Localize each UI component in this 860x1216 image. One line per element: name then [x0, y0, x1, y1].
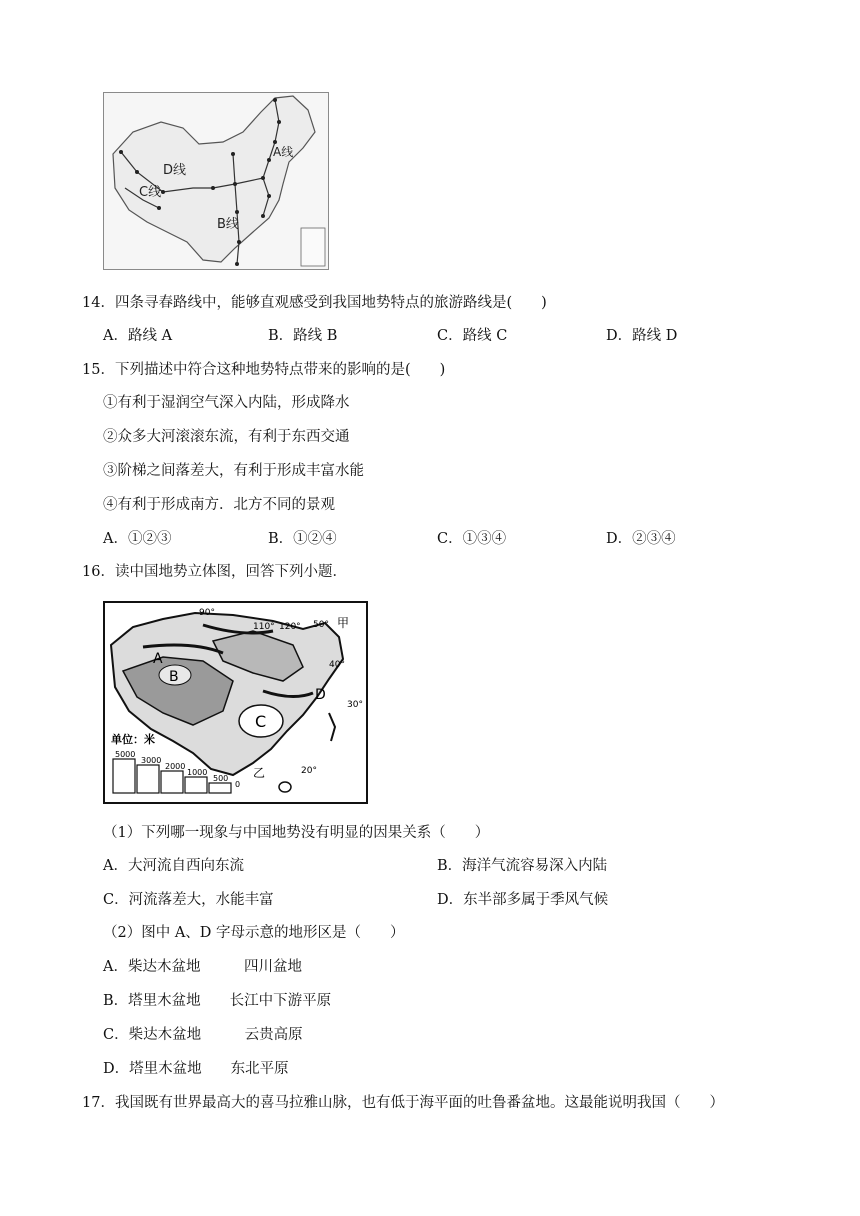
q14-option-d[interactable]: D．路线 D: [606, 328, 678, 344]
hainan-island: [279, 782, 291, 792]
route-b-label: B线: [217, 217, 239, 232]
q16-sub1-option-c[interactable]: C．河流落差大，水能丰富: [103, 892, 274, 908]
q15-option-a[interactable]: A．①②③: [103, 531, 172, 547]
route-map-figure: [103, 92, 329, 270]
q15-statement-4: ④有利于形成南方．北方不同的景观: [103, 497, 335, 513]
place-label-jia: 甲: [337, 616, 350, 630]
route-c-label: C线: [139, 185, 162, 200]
route-d-label: D线: [163, 163, 187, 178]
route-a-label: A线: [273, 145, 294, 159]
terrain-3d-figure: [103, 601, 368, 804]
q16-sub2-option-c[interactable]: C．柴达木盆地 云贵高原: [103, 1027, 303, 1043]
lat-label-30: 30°: [347, 700, 363, 710]
q14-option-c[interactable]: C．路线 C: [437, 328, 508, 344]
region-label-b: B: [169, 669, 179, 685]
q16-sub2-option-d[interactable]: D．塔里木盆地 东北平原: [103, 1061, 289, 1077]
legend-500: 500: [213, 774, 229, 783]
q16-sub1-option-d[interactable]: D．东半部多属于季风气候: [437, 892, 609, 908]
lon-label-120: 120°: [279, 622, 301, 632]
lon-label-110: 110°: [253, 622, 275, 632]
legend-3000: 3000: [141, 756, 162, 765]
q15-stem: 15．下列描述中符合这种地势特点带来的影响的是( ): [82, 362, 446, 378]
q16-sub1-stem: （1）下列哪一现象与中国地势没有明显的因果关系（ ）: [103, 825, 490, 841]
q16-stem: 16．读中国地势立体图，回答下列小题．: [82, 564, 347, 580]
q14-stem: 14．四条寻春路线中，能够直观感受到我国地势特点的旅游路线是( ): [82, 295, 547, 311]
q16-sub1-option-b[interactable]: B．海洋气流容易深入内陆: [437, 858, 608, 874]
lat-label-20: 20°: [301, 766, 317, 776]
lon-label-90: 90°: [199, 608, 215, 618]
q16-sub2-option-a[interactable]: A．柴达木盆地 四川盆地: [103, 959, 302, 975]
q16-sub1-option-a[interactable]: A．大河流自西向东流: [103, 858, 244, 874]
q17-stem: 17．我国既有世界最高大的喜马拉雅山脉，也有低于海平面的吐鲁番盆地。这最能说明我国（ ）: [82, 1095, 724, 1111]
region-label-d: D: [315, 687, 326, 703]
region-label-c: C: [255, 712, 267, 731]
legend-1000: 1000: [187, 768, 208, 777]
q15-option-d[interactable]: D．②③④: [606, 531, 676, 547]
q14-option-a[interactable]: A．路线 A: [103, 328, 173, 344]
q16-sub2-option-b[interactable]: B．塔里木盆地 长江中下游平原: [103, 993, 332, 1009]
terrain-3d-svg: [103, 601, 368, 804]
q14-option-b[interactable]: B．路线 B: [268, 328, 338, 344]
legend-0: 0: [235, 780, 241, 789]
q16-sub2-stem: （2）图中 A、D 字母示意的地形区是（ ）: [103, 925, 405, 941]
q15-option-c[interactable]: C．①③④: [437, 531, 507, 547]
route-map-svg: [103, 92, 329, 270]
q15-statement-3: ③阶梯之间落差大，有利于形成丰富水能: [103, 463, 364, 479]
q15-statement-1: ①有利于湿润空气深入内陆，形成降水: [103, 395, 350, 411]
legend-2000: 2000: [165, 762, 186, 771]
south-china-sea-inset: [301, 228, 325, 266]
lat-label-40: 40°: [329, 660, 345, 670]
q15-statement-2: ②众多大河滚滚东流，有利于东西交通: [103, 429, 350, 445]
lat-label-50: 50°: [313, 620, 329, 630]
region-label-a: A: [153, 651, 163, 667]
place-label-yi: 乙: [253, 766, 266, 780]
q15-option-b[interactable]: B．①②④: [268, 531, 337, 547]
unit-label: 单位：米: [111, 733, 155, 746]
legend-5000: 5000: [115, 750, 136, 759]
